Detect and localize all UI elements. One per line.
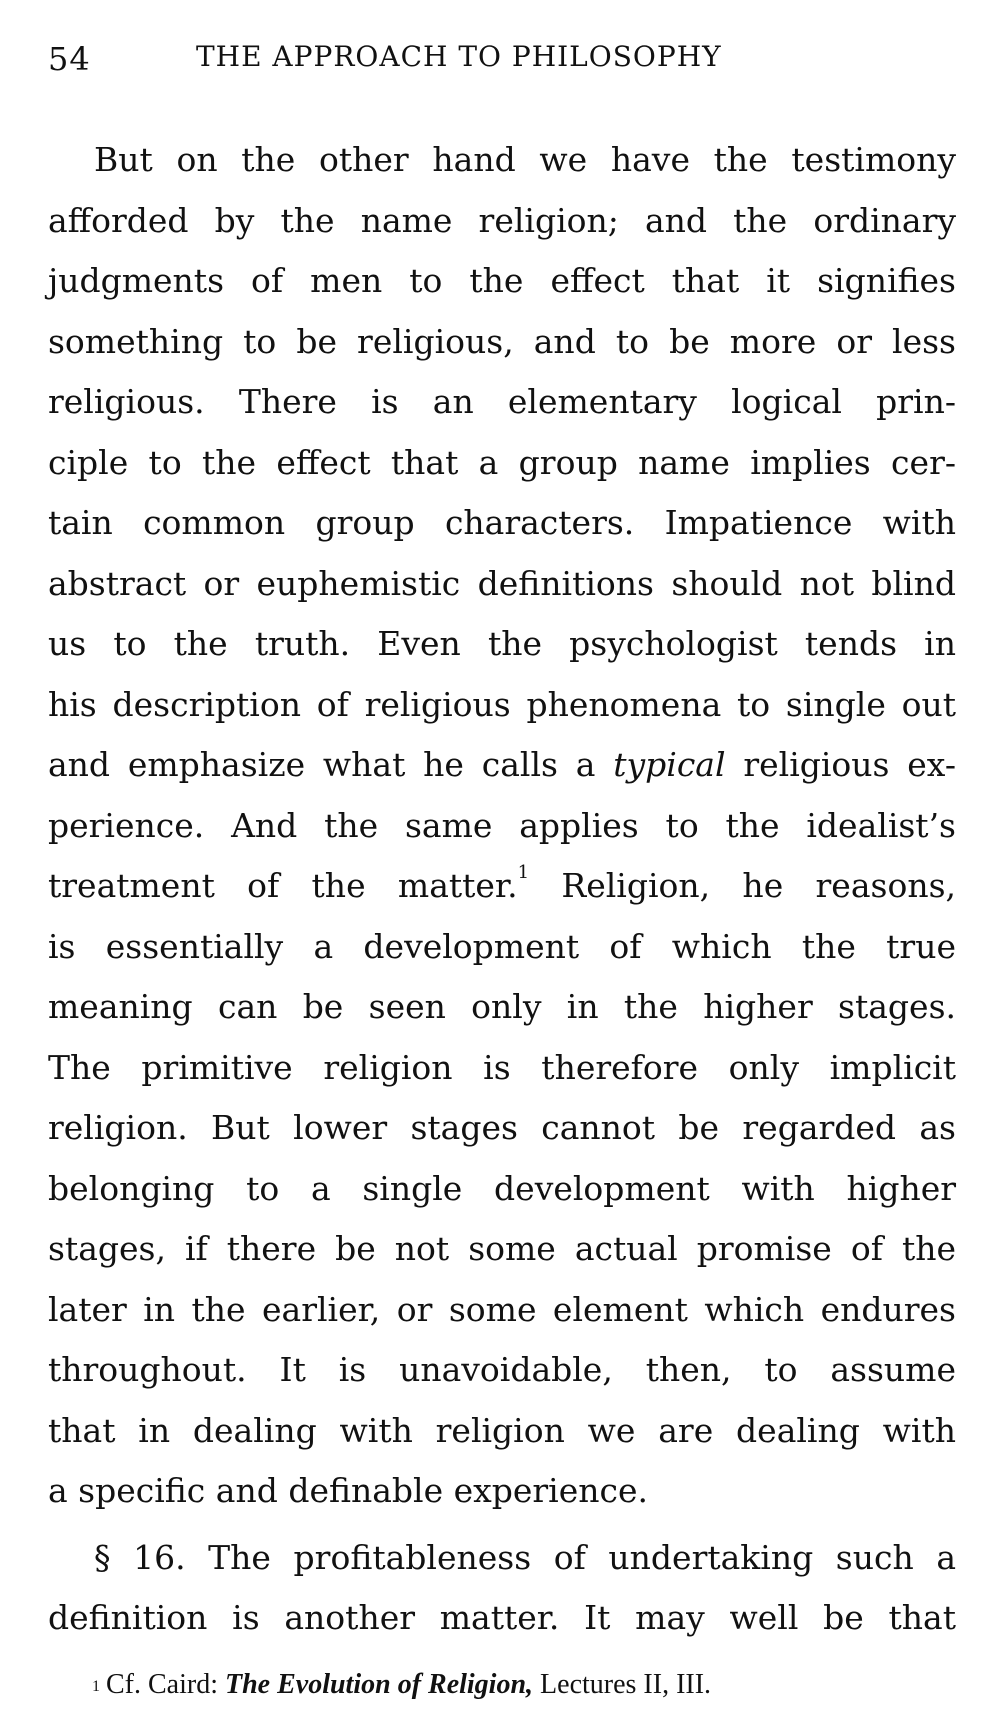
running-head bbox=[48, 30, 956, 90]
footnote bbox=[48, 1665, 956, 1705]
text-line: us to the truth. Even the psychologist tends in bbox=[48, 624, 956, 663]
text-line: tain common group characters. Impatience with bbox=[48, 503, 956, 542]
text-segment: religious ex- bbox=[725, 745, 956, 784]
text-segment: treatment of the matter. bbox=[48, 866, 518, 905]
text-line: meaning can be seen only in the higher stages. bbox=[48, 987, 956, 1026]
text-line bbox=[48, 856, 956, 917]
text-segment: and emphasize what he calls a bbox=[48, 745, 614, 784]
body-text bbox=[48, 130, 956, 1649]
text-line: The primitive religion is therefore only implicit bbox=[48, 1047, 956, 1087]
text-line: perience. And the same applies to the idealist’s bbox=[48, 805, 956, 845]
text-line: ciple to the effect that a group name implies cer- bbox=[48, 442, 956, 482]
book-page bbox=[48, 30, 956, 1705]
text-line: religion. But lower stages cannot be regarded as bbox=[48, 1108, 956, 1147]
text-line: religious. There is an elementary logical prin- bbox=[48, 382, 956, 421]
text-line: stages, if there be not some actual promise of the bbox=[48, 1229, 956, 1268]
text-line: that in dealing with religion we are dealing with bbox=[48, 1410, 956, 1450]
text-segment: Religion, he reasons, bbox=[529, 866, 956, 905]
running-title: THE APPROACH TO PHILOSOPHY bbox=[196, 40, 722, 73]
text-line: something to be religious, and to be more or less bbox=[48, 321, 956, 361]
text-line: definition is another matter. It may well be that bbox=[48, 1598, 956, 1637]
text-line: throughout. It is unavoidable, then, to assume bbox=[48, 1350, 956, 1389]
text-line: belonging to a single development with higher bbox=[48, 1168, 956, 1208]
text-line: abstract or euphemistic definitions should not blind bbox=[48, 563, 956, 603]
text-line: But on the other hand we have the testimony bbox=[94, 140, 956, 179]
section-16-start: § 16. The profitableness of undertaking such a bbox=[94, 1537, 956, 1577]
text-line: his description of religious phenomena to single out bbox=[48, 684, 956, 724]
footnote-book-title: The Evolution of Religion, bbox=[225, 1668, 534, 1700]
footnote-reference: 1 bbox=[517, 862, 530, 883]
text-line bbox=[48, 735, 956, 796]
text-line: is essentially a development of which the true bbox=[48, 926, 956, 966]
footnote-suffix: Lectures II, III. bbox=[533, 1668, 712, 1700]
footnote-marker: 1 bbox=[92, 1677, 100, 1695]
footnote-prefix: Cf. Caird: bbox=[106, 1668, 225, 1700]
text-line: later in the earlier, or some element which endures bbox=[48, 1289, 956, 1329]
text-line: judgments of men to the effect that it signifies bbox=[48, 261, 956, 300]
page-number: 54 bbox=[48, 40, 91, 78]
text-line: afforded by the name religion; and the ordinary bbox=[48, 200, 956, 240]
emphasis-typical: typical bbox=[613, 745, 726, 784]
text-line: a specific and definable experience. bbox=[48, 1471, 649, 1510]
